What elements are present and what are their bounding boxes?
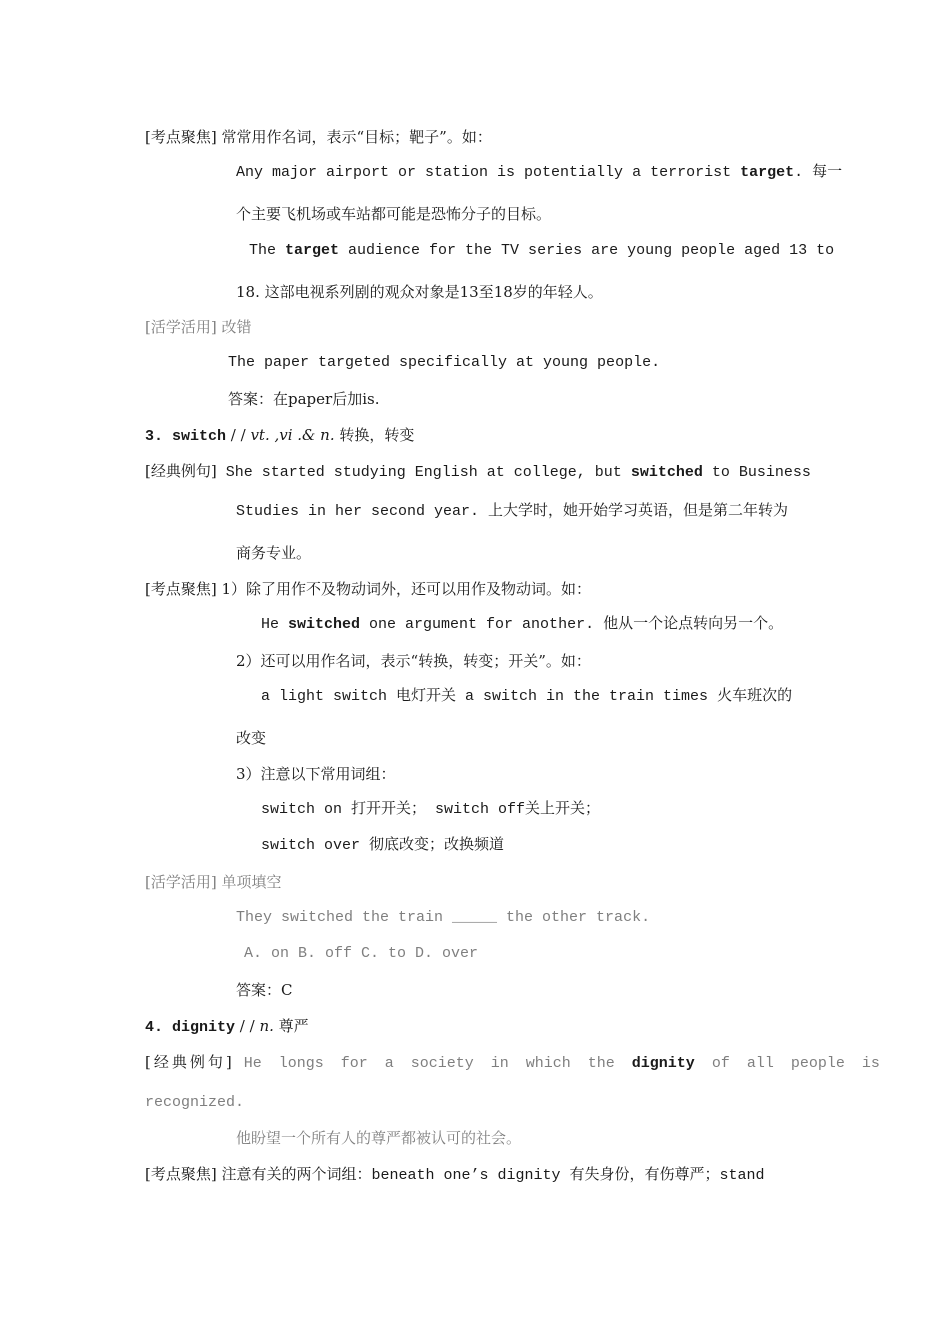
keyword: switched [630,464,703,481]
target-practice-line [145,317,252,337]
practice-text: 改错 [221,318,252,336]
target-example-2 [249,241,834,261]
example-text: of all people is [694,1055,880,1072]
switch-example-line-2: Studies in her second year. 上大学时，她开始学习英语，但是第二年转为 [236,503,789,520]
practice-label: [活学活用] [145,873,217,891]
focus-label: [考点聚焦] [145,128,217,146]
phonetic: / / [235,1017,260,1035]
switch-focus-point-3: 3）注意以下常用词组： [236,765,396,783]
target-practice-sentence: The paper targeted specifically at young people. [228,354,661,371]
practice-label: [活学活用] [145,318,217,336]
example-label: [经典例句] [145,462,217,480]
switch-example-line-3: 商务专业。 [236,544,312,562]
switch-phrase-1: switch on 打开开关； switch off关上开关； [261,801,601,818]
switch-entry [145,425,414,447]
example-text: She started studying English at college, but [225,464,631,481]
dignity-focus-line [145,1164,765,1186]
switch-example-line [145,461,811,483]
switch-focus-line [145,579,591,599]
phonetic: / / [226,426,251,444]
focus-label: [考点聚焦] [145,580,217,598]
entry-word: 4. dignity [145,1019,236,1036]
example-text: to Business [702,464,811,481]
switch-phrase-2: switch over 彻底改变；改换频道 [261,837,505,854]
focus-text: 注意有关的两个词组：beneath one’s dignity 有失身份，有伤尊严；stand [221,1167,765,1184]
keyword: dignity [631,1055,695,1072]
dignity-example-translation: 他盼望一个所有人的尊严都被认可的社会。 [236,1129,522,1147]
keyword: target [740,164,795,181]
example-text: . 每一 [794,164,843,181]
target-example-2-cont: 18. 这部电视系列剧的观众对象是13至18岁的年轻人。 [236,283,603,301]
example-text: Any major airport or station is potentially a terrorist [236,164,741,181]
example-text: audience for the TV series are young people aged 13 to [339,242,835,259]
entry-word: 3. switch [145,428,227,445]
example-text: The [249,242,286,259]
switch-practice-question: They switched the train _____ the other track. [236,909,651,926]
meaning: 转换，转变 [334,426,415,444]
target-example-1-cont: 个主要飞机场或车站都可能是恐怖分子的目标。 [236,205,552,223]
part-of-speech: n. [259,1017,274,1035]
meaning: 尊严 [273,1017,309,1035]
switch-practice-options: A. on B. off C. to D. over [244,945,479,962]
target-practice-answer: 答案：在paper后加is. [228,390,380,408]
part-of-speech: vt. ,vi .& n. [250,426,335,444]
target-focus-line [145,127,492,147]
example-text: He [261,616,289,633]
dignity-example-line-2: recognized. [145,1094,245,1111]
dignity-entry [145,1016,309,1038]
dignity-example-line [145,1052,880,1074]
example-text: He longs for a society in which the [243,1055,632,1072]
focus-label: [考点聚焦] [145,1165,217,1183]
focus-text: 1）除了用作不及物动词外，还可以用作及物动词。如： [221,580,592,598]
switch-practice-answer: 答案：C [236,981,293,999]
keyword: switched [288,616,361,633]
focus-text: 常常用作名词，表示“目标；靶子”。如： [221,128,492,146]
switch-focus-example-1 [261,615,783,635]
switch-focus-point-2: 2）还可以用作名词，表示“转换，转变；开关”。如： [236,652,591,670]
example-text: one argument for another. 他从一个论点转向另一个。 [360,616,784,633]
switch-focus-example-2-cont: 改变 [236,729,267,747]
target-example-1 [236,163,842,183]
switch-focus-example-2: a light switch 电灯开关 a switch in the train times 火车班次的 [261,688,793,705]
example-label: [经典例句] [145,1053,235,1071]
practice-text: 单项填空 [221,873,282,891]
switch-practice-line [145,872,282,892]
keyword: target [285,242,340,259]
